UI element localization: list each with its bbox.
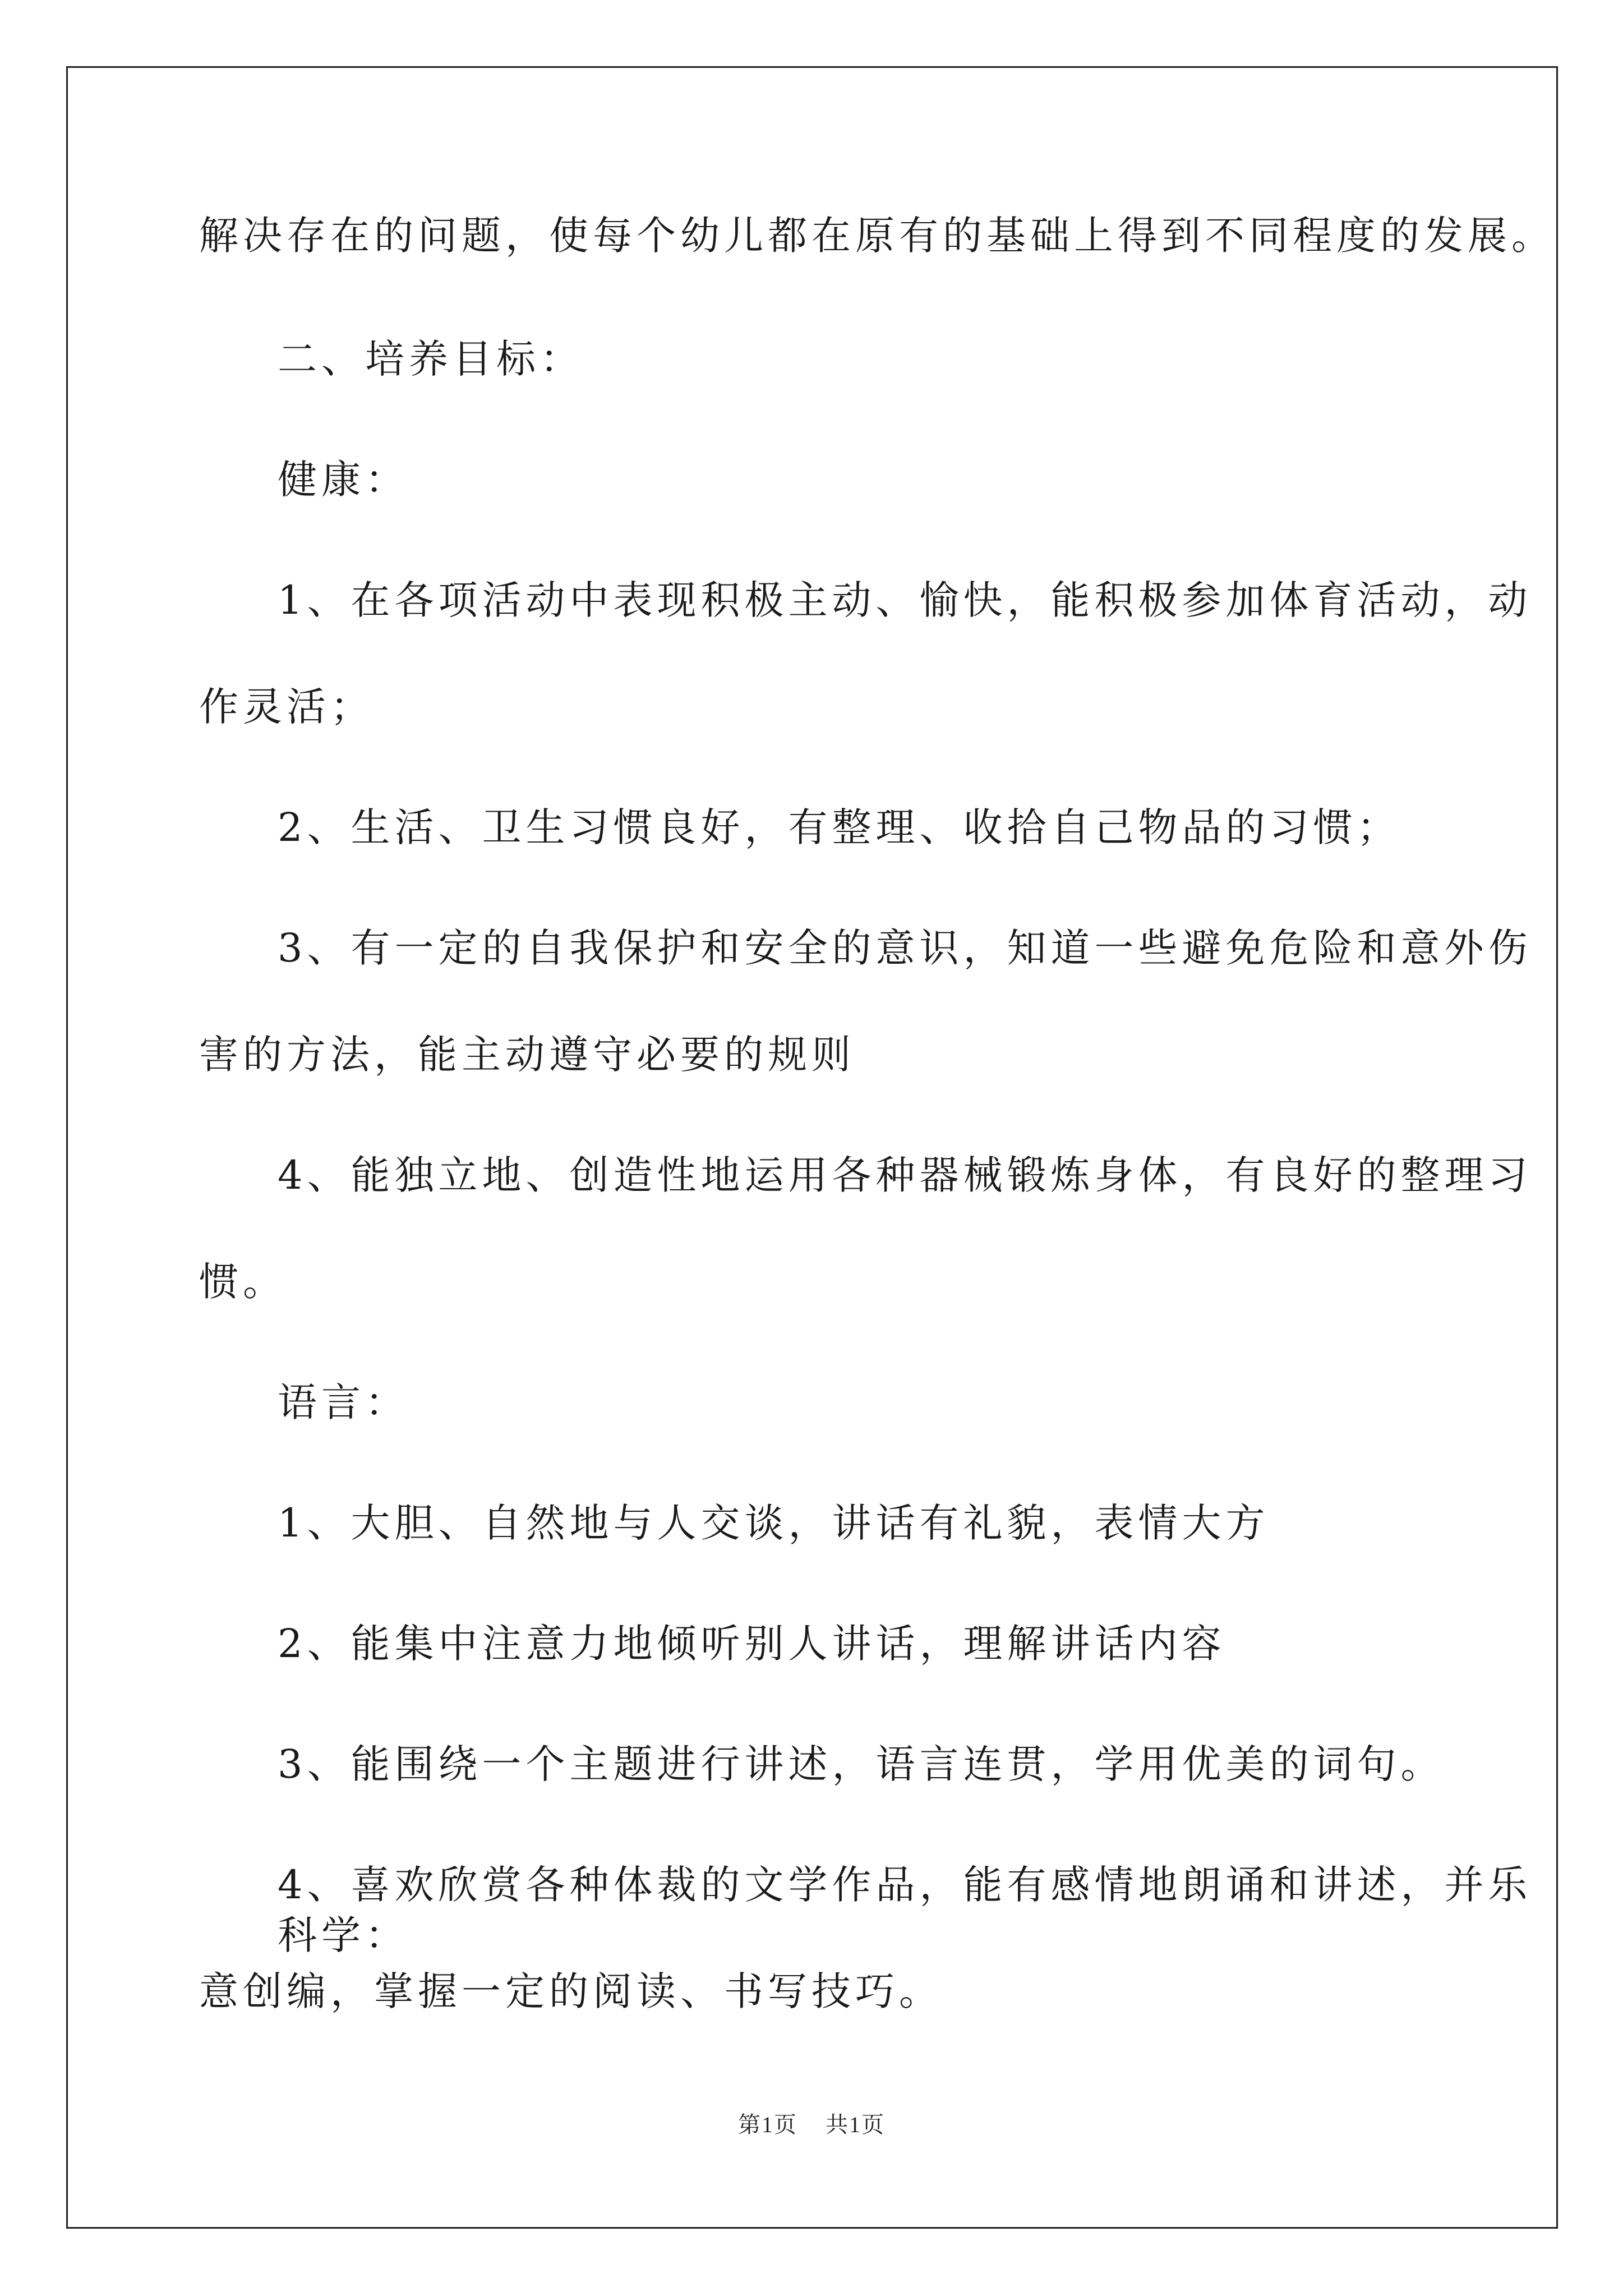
- page-total: 共1页: [826, 2112, 885, 2137]
- page-number: 第1页: [738, 2112, 797, 2137]
- list-item-line: 4、喜欢欣赏各种体裁的文学作品，能有感情地朗诵和讲述，并乐: [278, 1862, 1532, 1908]
- list-item-line: 2、能集中注意力地倾听别人讲话，理解讲话内容: [278, 1621, 1226, 1667]
- list-item-continuation: 意创编，掌握一定的阅读、书写技巧。: [199, 1968, 943, 2014]
- list-item-line: 1、大胆、自然地与人交谈，讲话有礼貌，表情大方: [278, 1500, 1270, 1546]
- list-item-line: 3、能围绕一个主题进行讲述，语言连贯，学用优美的词句。: [278, 1741, 1445, 1787]
- section-heading: 二、培养目标：: [278, 336, 584, 382]
- subsection-heading: 健康：: [278, 457, 409, 503]
- list-item-line: 1、在各项活动中表现积极主动、愉快，能积极参加体育活动，动: [278, 577, 1532, 623]
- subsection-heading: 语言：: [278, 1379, 409, 1425]
- subsection-heading: 科学：: [278, 1912, 409, 1958]
- page-footer: [0, 2108, 1623, 2142]
- list-item-continuation: 害的方法，能主动遵守必要的规则: [199, 1032, 855, 1078]
- list-item-line: 2、生活、卫生习惯良好，有整理、收拾自己物品的习惯；: [278, 804, 1401, 850]
- list-item-continuation: 惯。: [199, 1259, 287, 1305]
- list-item-line: 4、能独立地、创造性地运用各种器械锻炼身体，有良好的整理习: [278, 1152, 1532, 1198]
- list-item-continuation: 作灵活；: [199, 684, 374, 730]
- list-item-line: 3、有一定的自我保护和安全的意识，知道一些避免危险和意外伤: [278, 925, 1532, 971]
- paragraph-line: 解决存在的问题，使每个幼儿都在原有的基础上得到不同程度的发展。: [199, 213, 1555, 259]
